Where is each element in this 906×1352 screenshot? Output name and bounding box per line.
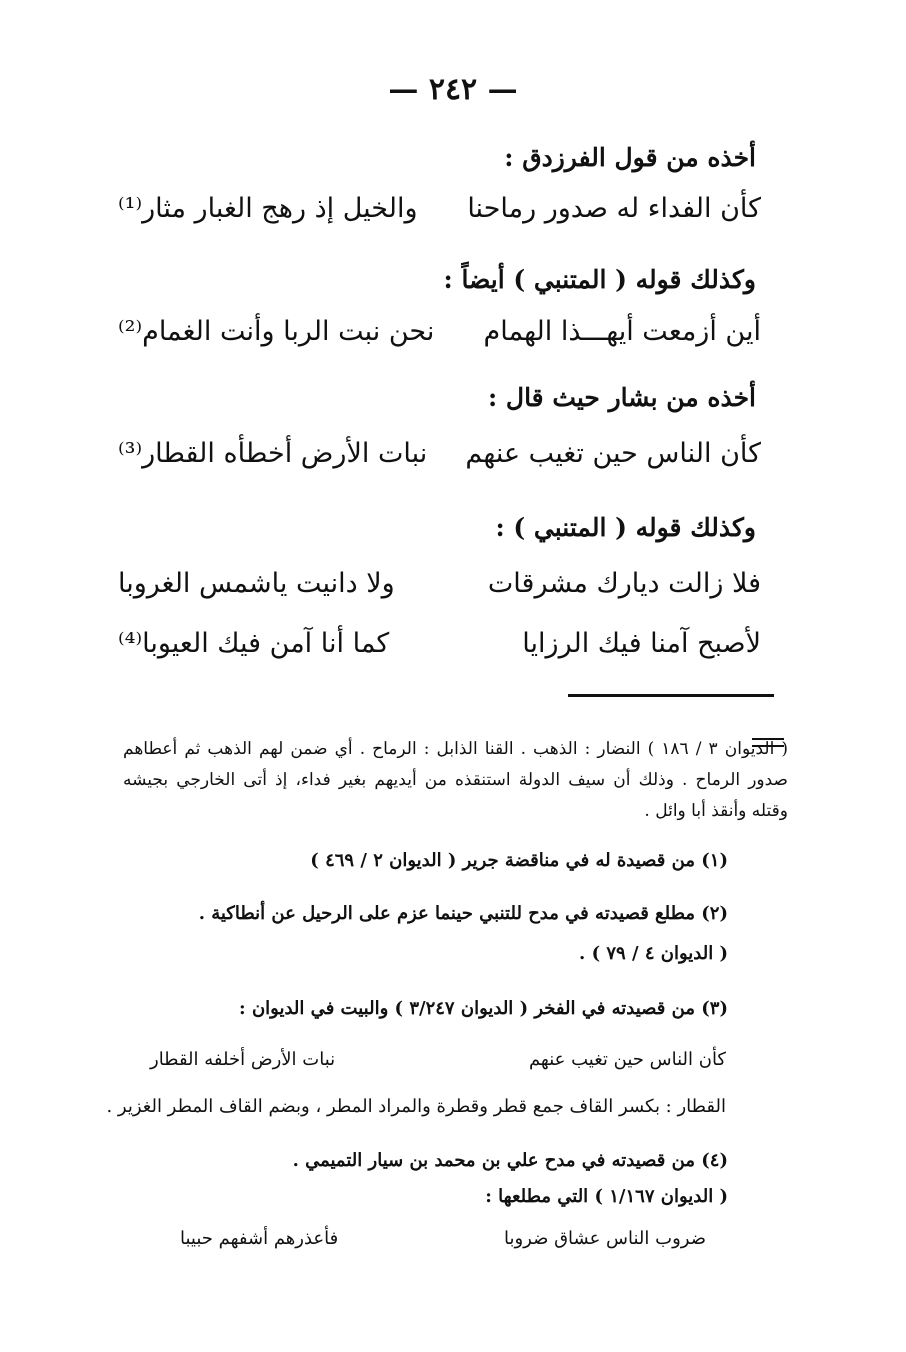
verse-hemistich: نبات الأرض أخطأه القطار⁽³⁾ xyxy=(118,438,428,469)
verse-intro: أخذه من قول الفرزدق : xyxy=(504,143,756,172)
page-number: — ٢٤٢ — xyxy=(388,72,518,107)
verse-hemistich: كأن الناس حين تغيب عنهم xyxy=(465,438,761,469)
footnote-4-ref: ( الديوان ١/١٦٧ ) التي مطلعها : xyxy=(485,1186,728,1207)
verse-hemistich: كأن الفداء له صدور رماحنا xyxy=(467,193,761,224)
footnote-2: (٢) مطلع قصيدته في مدح للتنبي حينما عزم على الرحيل عن أنطاكية . xyxy=(198,903,728,924)
footnote-4: (٤) من قصيدته في مدح علي بن محمد بن سيار التميمي . xyxy=(292,1150,728,1171)
footnote-3-poem-hemistich: نبات الأرض أخلفه القطار xyxy=(150,1049,336,1070)
footnote-4-poem-hemistich: ضروب الناس عشاق ضروبا xyxy=(503,1228,706,1249)
verse-intro: وكذلك قوله ( المتنبي ) : xyxy=(495,513,756,542)
verse-hemistich: لأصبح آمنا فيك الرزايا xyxy=(522,628,761,659)
verse-intro: أخذه من بشار حيث قال : xyxy=(487,383,756,412)
verse-hemistich: نحن نبت الربا وأنت الغمام⁽²⁾ xyxy=(118,316,435,347)
verse-hemistich: والخيل إذ رهج الغبار مثار⁽¹⁾ xyxy=(118,193,418,224)
verse-hemistich: كما أنا آمن فيك العيوبا⁽⁴⁾ xyxy=(118,628,390,659)
footnote-separator xyxy=(568,694,774,697)
footnote-3: (٣) من قصيدته في الفخر ( الديوان ٣/٢٤٧ ) والبيت في الديوان : xyxy=(239,998,728,1019)
verse-intro: وكذلك قوله ( المتنبي ) أيضاً : xyxy=(443,265,756,294)
footnote-2-ref: ( الديوان ٤ / ٧٩ ) . xyxy=(579,943,728,964)
footnote-3-note: القطار : بكسر القاف جمع قطر وقطرة والمراد المطر ، وبضم القاف المطر الغزير . xyxy=(106,1096,726,1117)
footnote-1: (١) من قصيدة له في مناقضة جرير ( الديوان ٢ / ٤٦٩ ) xyxy=(310,850,728,871)
verse-hemistich: فلا زالت ديارك مشرقات xyxy=(487,568,761,599)
verse-hemistich: أين أزمعت أيهـــذا الهمام xyxy=(483,316,761,347)
verse-hemistich: ولا دانيت ياشمس الغروبا xyxy=(118,568,395,599)
footnote-continued: ( الديوان ٣ / ١٨٦ ) النضار : الذهب . القنا الذابل : الرماح . أي ضمن لهم الذهب ثم أعطاهم صدور الرماح . وذلك أن سيف الدولة استنقذه من أيديهم بغير فداء، إذ أتى الخارجي بجيشه وقتله وأنقذ أبا وائل . xyxy=(123,739,788,821)
footnote-3-poem-hemistich: كأن الناس حين تغيب عنهم xyxy=(528,1049,726,1070)
footnote-4-poem-hemistich: فأعذرهم أشفهم حبيبا xyxy=(180,1228,339,1249)
